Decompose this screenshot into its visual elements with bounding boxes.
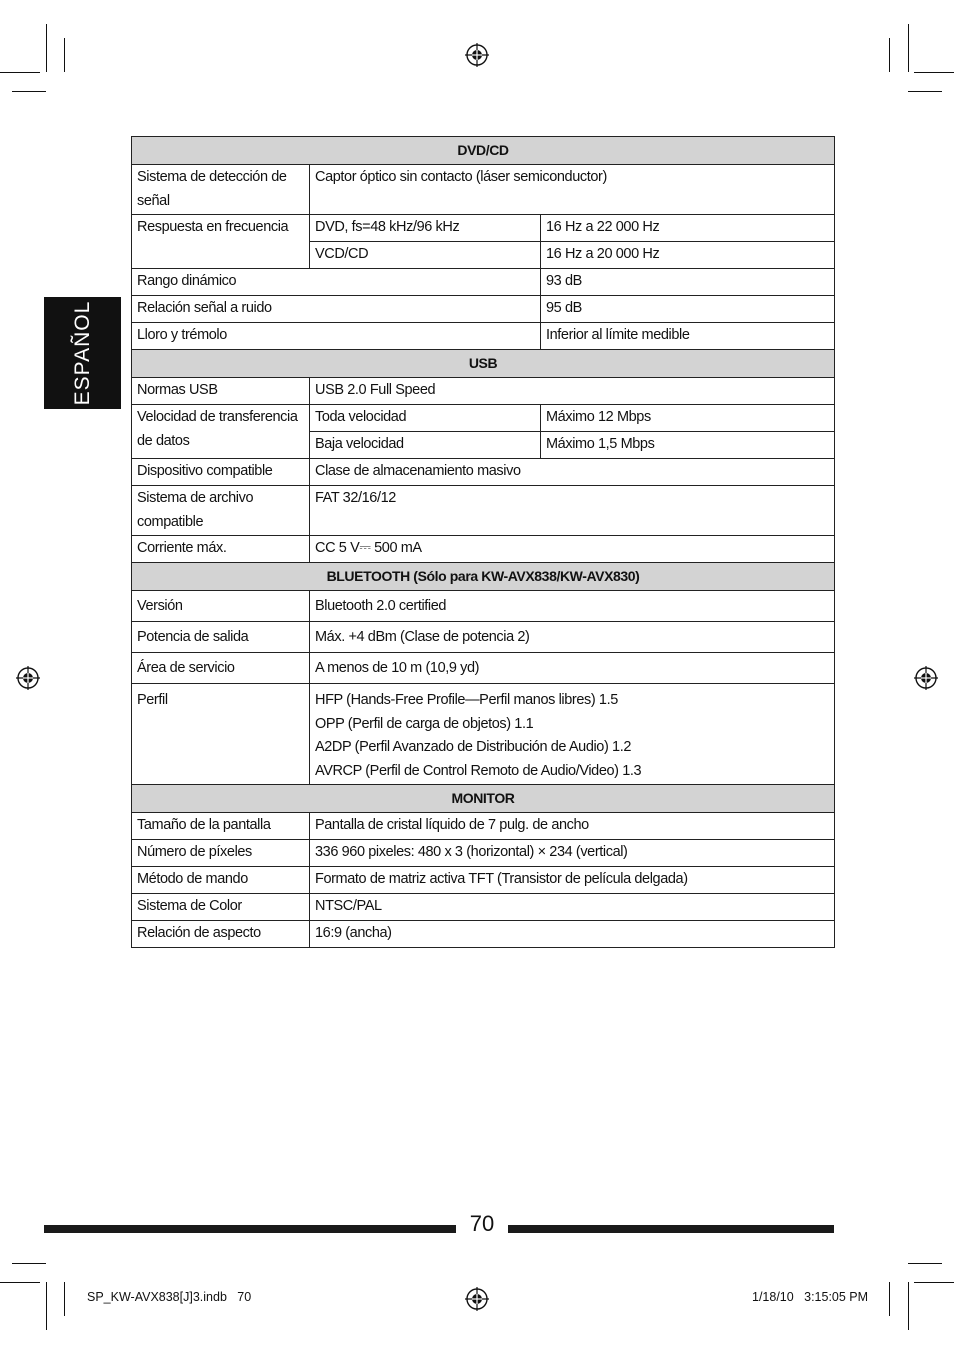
spec-condition: DVD, fs=48 kHz/96 kHz (310, 215, 541, 242)
section-header-row (132, 785, 835, 813)
spec-label: Número de píxeles (132, 840, 310, 867)
page-number: 70 (469, 1211, 495, 1236)
spec-value: Máximo 1,5 Mbps (541, 432, 835, 459)
spec-label: Sistema de archivo compatible (132, 486, 310, 536)
spec-value: 336 960 pixeles: 480 x 3 (horizontal) × 234 (vertical) (310, 840, 835, 867)
spec-condition: Baja velocidad (310, 432, 541, 459)
crop-mark (64, 38, 65, 72)
spec-value: 16 Hz a 20 000 Hz (541, 242, 835, 269)
section-header-dvd: DVD/CD (132, 137, 835, 165)
spec-label: Sistema de Color (132, 894, 310, 921)
spec-label: Método de mando (132, 867, 310, 894)
spec-value: Máximo 12 Mbps (541, 405, 835, 432)
spec-value: Clase de almacenamiento masivo (310, 459, 835, 486)
crop-mark (0, 72, 40, 73)
crop-mark (0, 1282, 40, 1283)
table-row (132, 867, 835, 894)
section-header-usb: USB (132, 350, 835, 378)
page-rule-left (44, 1225, 456, 1233)
spec-label: Respuesta en frecuencia (132, 215, 310, 269)
profile-item: AVRCP (Perfil de Control Remoto de Audio/Video) 1.3 (315, 762, 642, 779)
profile-item: HFP (Hands-Free Profile—Perfil manos libres) 1.5 (315, 692, 618, 708)
table-row (132, 405, 835, 432)
table-row (132, 684, 835, 785)
table-row (132, 536, 835, 563)
crop-mark (46, 1282, 47, 1330)
crop-mark (914, 72, 954, 73)
crop-mark (889, 38, 890, 72)
language-tab-label: ESPAÑOL (70, 300, 94, 406)
section-header-monitor: MONITOR (132, 785, 835, 813)
spec-label: Rango dinámico (132, 269, 541, 296)
spec-label: Potencia de salida (132, 622, 310, 653)
footer-file-info: SP_KW-AVX838[J]3.indb 70 (87, 1290, 252, 1304)
spec-label: Sistema de detección de señal (132, 165, 310, 215)
table-row (132, 622, 835, 653)
spec-condition: Toda velocidad (310, 405, 541, 432)
spec-value-list (310, 684, 835, 785)
profile-item: OPP (Perfil de carga de objetos) 1.1 (315, 715, 534, 732)
registration-mark-icon (16, 666, 40, 690)
spec-label: Corriente máx. (132, 536, 310, 563)
spec-label: Relación señal a ruido (132, 296, 541, 323)
spec-label: Lloro y trémolo (132, 323, 541, 350)
table-row (132, 215, 835, 242)
spec-value: USB 2.0 Full Speed (310, 378, 835, 405)
spec-label: Dispositivo compatible (132, 459, 310, 486)
spec-value: NTSC/PAL (310, 894, 835, 921)
registration-mark-icon (465, 43, 489, 67)
crop-mark (12, 1263, 46, 1264)
crop-mark (12, 91, 46, 92)
table-row (132, 894, 835, 921)
table-row (132, 323, 835, 350)
table-row (132, 269, 835, 296)
spec-label: Versión (132, 591, 310, 622)
table-row (132, 840, 835, 867)
registration-mark-icon (914, 666, 938, 690)
crop-mark (64, 1282, 65, 1316)
table-row (132, 486, 835, 536)
section-header-row (132, 350, 835, 378)
table-row (132, 378, 835, 405)
crop-mark (908, 1263, 942, 1264)
spec-value: 95 dB (541, 296, 835, 323)
table-row (132, 165, 835, 215)
spec-label: Relación de aspecto (132, 921, 310, 948)
crop-mark (908, 24, 909, 72)
table-row (132, 591, 835, 622)
spec-value: Captor óptico sin contacto (láser semiconductor) (310, 165, 835, 215)
footer-timestamp: 1/18/10 3:15:05 PM (752, 1290, 869, 1304)
spec-value: 16:9 (ancha) (310, 921, 835, 948)
spec-label: Área de servicio (132, 653, 310, 684)
section-header-row (132, 137, 835, 165)
section-header-bluetooth: BLUETOOTH (Sólo para KW-AVX838/KW-AVX830) (132, 563, 835, 591)
profile-item: A2DP (Perfil Avanzado de Distribución de Audio) 1.2 (315, 739, 631, 755)
crop-mark (908, 1282, 909, 1330)
spec-value: A menos de 10 m (10,9 yd) (310, 653, 835, 684)
spec-value: Máx. +4 dBm (Clase de potencia 2) (310, 622, 835, 653)
spec-value: 16 Hz a 22 000 Hz (541, 215, 835, 242)
spec-condition: VCD/CD (310, 242, 541, 269)
section-header-row (132, 563, 835, 591)
table-row (132, 813, 835, 840)
spec-value: CC 5 V⎓ 500 mA (310, 536, 835, 563)
registration-mark-icon (465, 1287, 489, 1311)
table-row (132, 296, 835, 323)
crop-mark (46, 24, 47, 72)
spec-label: Perfil (132, 684, 310, 785)
spec-label: Normas USB (132, 378, 310, 405)
table-row (132, 921, 835, 948)
spec-label: Tamaño de la pantalla (132, 813, 310, 840)
table-row (132, 459, 835, 486)
spec-value: Bluetooth 2.0 certified (310, 591, 835, 622)
spec-label: Velocidad de transferencia de datos (132, 405, 310, 459)
spec-value: Inferior al límite medible (541, 323, 835, 350)
specifications-table (131, 136, 835, 948)
language-tab (44, 297, 121, 409)
crop-mark (914, 1282, 954, 1283)
crop-mark (908, 91, 942, 92)
crop-mark (889, 1282, 890, 1316)
table-row (132, 653, 835, 684)
spec-value: 93 dB (541, 269, 835, 296)
spec-value: Pantalla de cristal líquido de 7 pulg. de ancho (310, 813, 835, 840)
spec-value: FAT 32/16/12 (310, 486, 835, 536)
spec-value: Formato de matriz activa TFT (Transistor de película delgada) (310, 867, 835, 894)
page-rule-right (508, 1225, 834, 1233)
